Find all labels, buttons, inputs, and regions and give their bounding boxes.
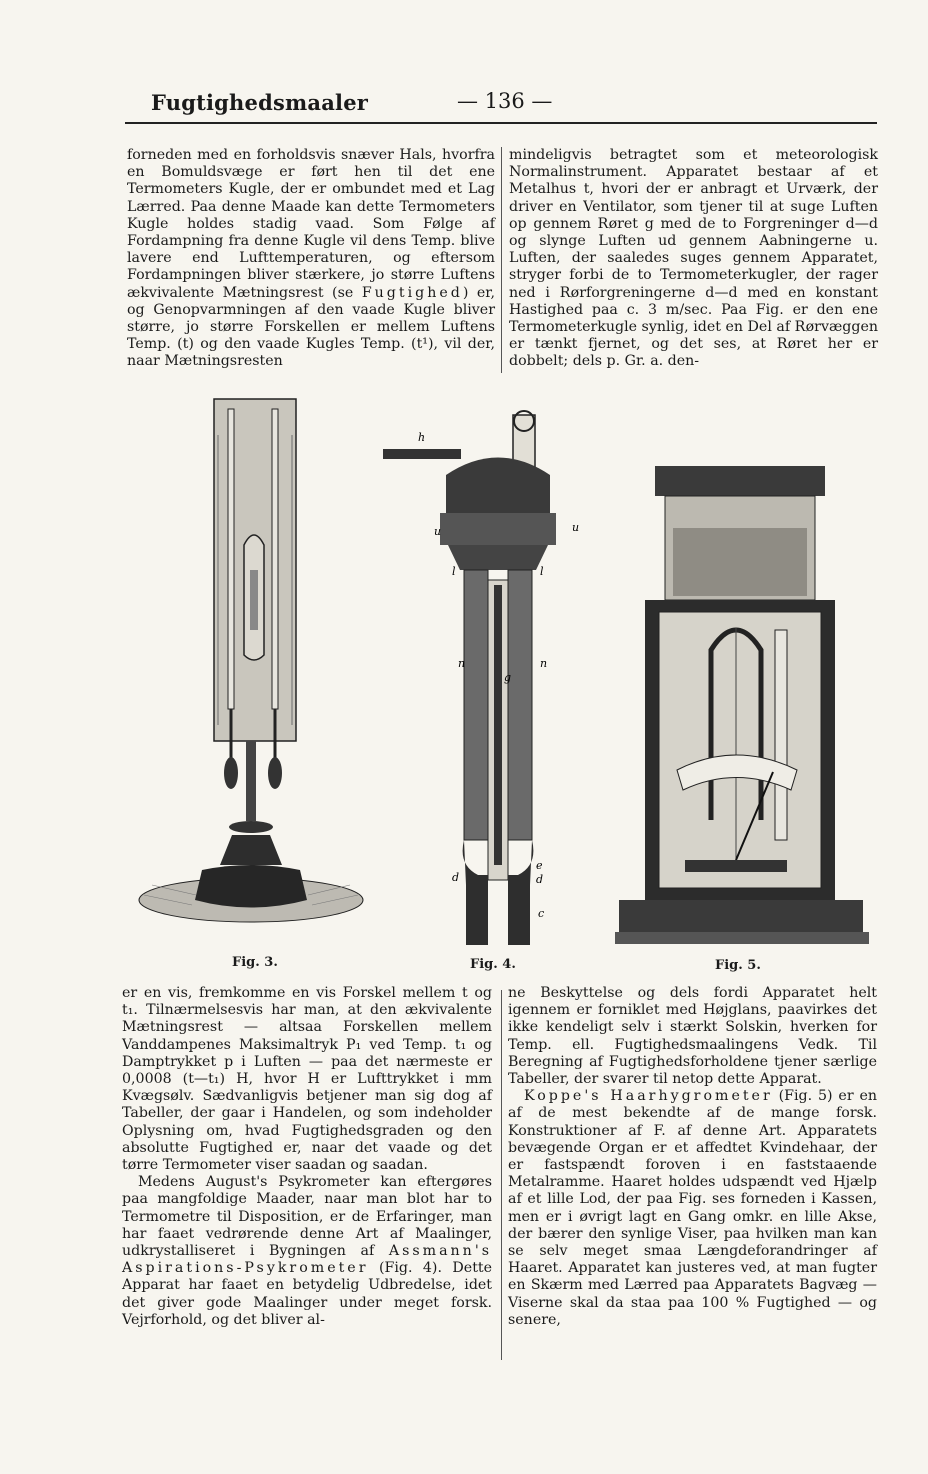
column-bottom-left: [122, 985, 492, 1329]
aspiration-psychrometer-illustration: [378, 405, 588, 955]
header-title: Fugtighedsmaaler: [151, 90, 369, 115]
label-c: c: [538, 907, 545, 920]
label-u-right: u: [572, 521, 580, 534]
column-top-left: [127, 147, 495, 371]
hair-hygrometer-illustration: [615, 460, 870, 960]
page-number: — 136 —: [457, 89, 553, 113]
label-h: h: [418, 431, 426, 444]
spaced-term: Koppe's Haarhygrometer: [524, 1088, 773, 1105]
running-header: [125, 86, 877, 120]
figure-4-caption: Fig. 4.: [470, 957, 516, 972]
paragraph: [508, 1088, 877, 1329]
column-divider: [501, 990, 502, 1360]
figure-4: [378, 405, 588, 972]
label-d-left: d: [452, 871, 460, 884]
paragraph: ne Beskyttelse og dels fordi Apparatet helt igennem er forniklet med Højglans, paavirkes det ikke kendeligt selv i stærkt Solskin, hverken for Temp. ell. Fugtighedsmaalingens Vedk. Til Beregning af Fugtighedsforholdene tjener særlige Tabeller, der svarer til netop dette Apparat.: [508, 985, 877, 1088]
figure-3: [132, 395, 372, 970]
label-u-left: u: [434, 525, 442, 538]
column-bottom-right: [508, 985, 877, 1329]
text-run: (Fig. 5) er en af de mest bekendte af de mange forsk. Konstruktioner af F. af denne Art. Apparatets bevægende Organ er et affedtet Kvindehaar, der er fastspændt foroven i en faststaaende Metalramme. Haaret holdes udspændt ved Hjælp af et lille Lod, der paa Fig. ses forneden i Kassen, men er i øvrigt lagt en Gang omkr. en lille Akse, der bærer den synlige Viser, paa hvilken man kan se selv meget smaa Længdeforandringer af Haaret. Apparatet kan justeres ved, at man fugter en Skærm med Lærred paa Apparatets Bagvæg — Viserne skal da staa paa 100 % Fugtighed — og senere,: [508, 1088, 877, 1328]
paragraph: er en vis, fremkomme en vis Forskel mellem t og t₁. Tilnærmelsesvis har man, at den ækvivalente Mætningsrest — altsaa Forskellen mellem Vanddampenes Maksimaltryk P₁ ved Temp. t₁ og Damptrykket p i Luften — paa det nærmeste er 0,0008 (t—t₁) H, hvor H er Lufttrykket i mm Kvægsølv. Sædvanligvis betjener man sig dog af Tabeller, der gaar i Handelen, og som indeholder Oplysning om, hvad Fugtighedsgraden og den absolutte Fugtighed er, naar det vaade og det tørre Termometer viser saadan og saadan.: [122, 985, 492, 1174]
paragraph: [122, 1174, 492, 1329]
label-l-left: l: [452, 565, 456, 578]
text-run: (Fig. 4). Dette Apparat har faaet en betydelig Udbredelse, idet det giver gode Maalinger under meget forsk. Vejrforhold, og det bliver al-: [122, 1260, 492, 1328]
label-g: g: [504, 671, 512, 684]
header-rule: [125, 122, 877, 124]
label-e: e: [536, 859, 543, 872]
psychrometer-stand-illustration: [132, 395, 372, 955]
text-run: ) er, og Genopvarmningen af den vaade Kugle bliver større, jo større Forskellen er mellem Luftens Temp. (t) og den vaade Kugles Temp. (t¹), vil der, naar Mætningsresten: [127, 284, 495, 370]
text-run: Medens August's Psykrometer kan eftergøres paa mangfoldige Maader, naar man blot har to Termometre til Disposition, er de Erfaringer, man har faaet vedrørende denne Art af Maalinger, udkrystalliseret i Bygningen af: [122, 1174, 492, 1260]
column-top-right: [509, 147, 878, 371]
label-n-left: n: [458, 657, 466, 670]
label-d-right: d: [536, 873, 544, 886]
spaced-term: Fugtighed: [361, 284, 463, 301]
figure-3-caption: Fig. 3.: [232, 955, 278, 970]
label-n-right: n: [540, 657, 548, 670]
paragraph: mindeligvis betragtet som et meteorologisk Normalinstrument. Apparatet bestaar af et Metalhus t, hvori der er anbragt et Urværk, der driver en Ventilator, som tjener til at suge Luften op gennem Røret g med de to Forgreninger d—d og slynge Luften ud gennem Aabningerne u. Luften, der saaledes suges gennem Apparatet, stryger forbi de to Termometerkugler, der rager ned i Rørforgreningerne d—d med en konstant Hastighed paa c. 3 m/sec. Paa Fig. er den ene Termometerkugle synlig, idet en Del af Rørvæggen er tænkt fjernet, og det ses, at Røret her er dobbelt; dels p. Gr. a. den-: [509, 147, 878, 370]
text-run: forneden med en forholdsvis snæver Hals, hvorfra en Bomuldsvæge er ført hen til det ene Termometers Kugle, der er ombundet med et Lag Lærred. Paa denne Maade kan dette Termometers Kugle holdes stadig vaad. Som Følge af Fordampning fra denne Kugle vil dens Temp. blive lavere end Lufttemperaturen, og eftersom Fordampningen bliver stærkere, jo større Luftens ækvivalente Mætningsrest (se: [127, 147, 495, 301]
paragraph: [127, 147, 495, 371]
figure-5-caption: Fig. 5.: [715, 958, 761, 973]
spaced-term: Assmann's Aspirations-Psykrometer: [122, 1243, 493, 1277]
figure-5: [615, 460, 870, 973]
column-divider: [501, 147, 502, 373]
label-l-right: l: [540, 565, 544, 578]
